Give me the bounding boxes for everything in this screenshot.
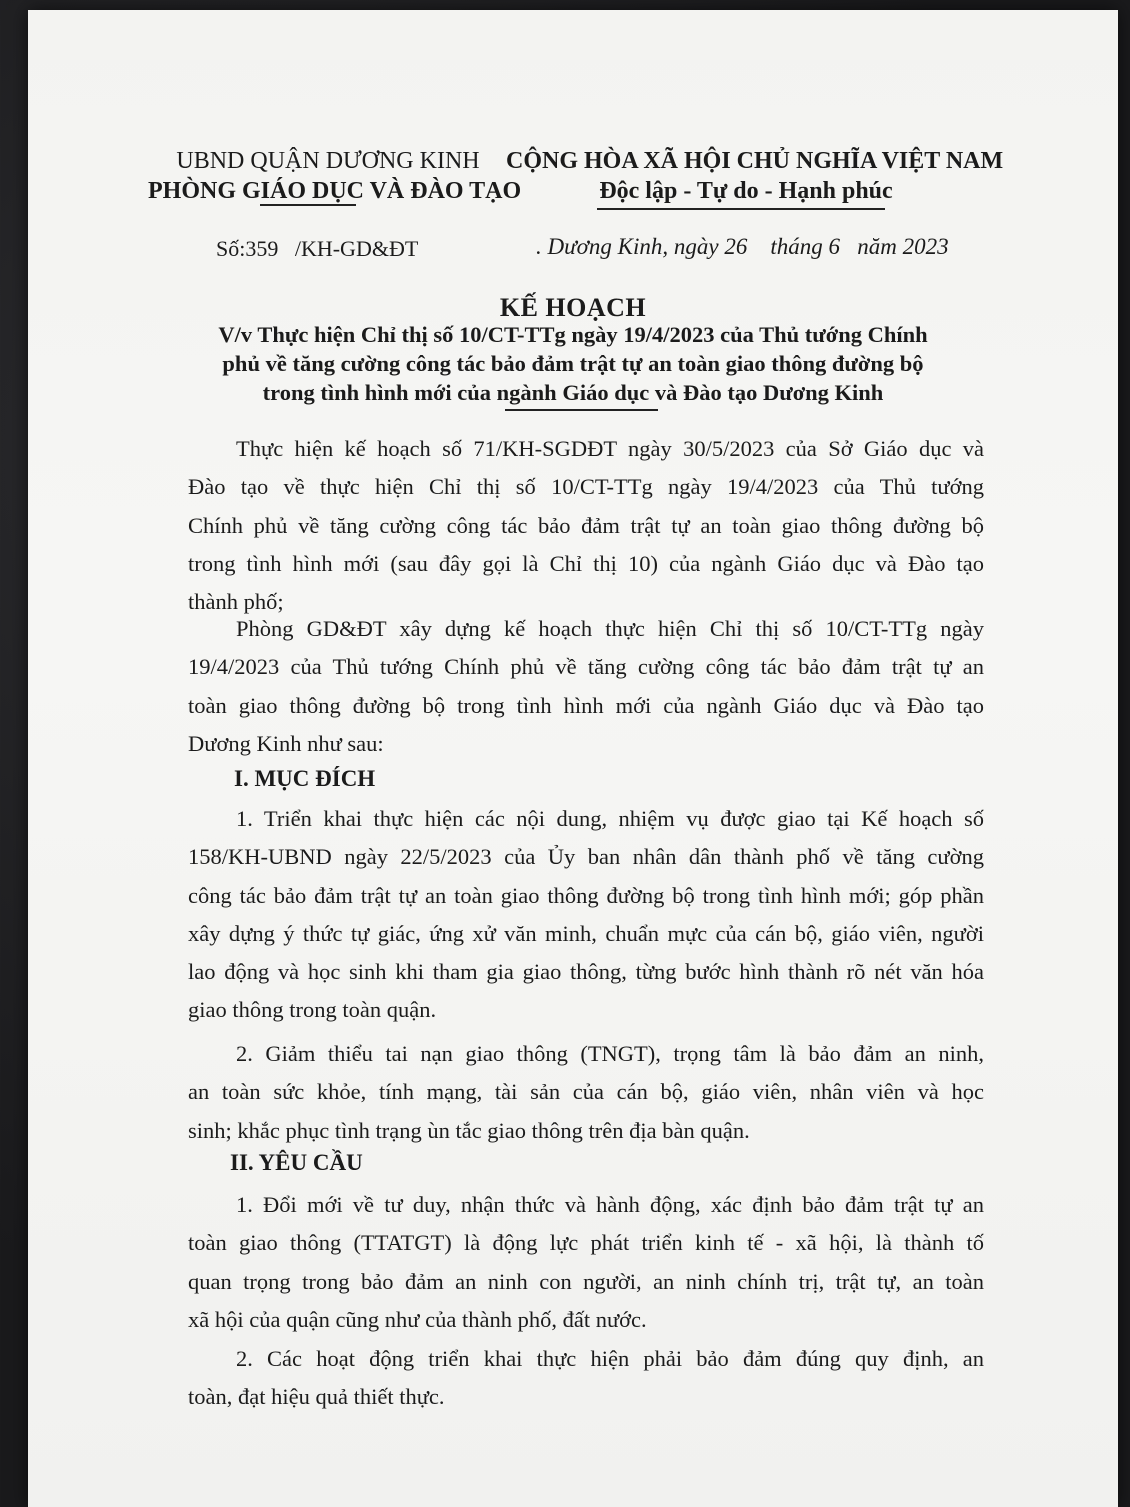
- motto-underline: [597, 208, 885, 210]
- nation-line-2: Độc lập - Tự do - Hạnh phúc: [599, 178, 893, 204]
- place-and-date: . Dương Kinh, ngày 26 tháng 6 năm 2023: [536, 234, 949, 259]
- text-line: lao động và học sinh khi tham gia giao thông, từng bước hình thành rõ nét văn hóa: [188, 959, 984, 985]
- text-line: an toàn sức khỏe, tính mạng, tài sản của cán bộ, giáo viên, nhân viên và học: [188, 1079, 984, 1105]
- org-line-1: UBND QUẬN DƯƠNG KINH: [176, 148, 480, 174]
- issuing-organization: [148, 146, 522, 206]
- text-line: 19/4/2023 của Thủ tướng Chính phủ về tăng cường công tác bảo đảm trật tự an: [188, 654, 984, 680]
- org-underline: [260, 204, 356, 206]
- text-line: xây dựng ý thức tự giác, ứng xử văn minh, chuẩn mực của cán bộ, giáo viên, người: [188, 920, 984, 946]
- text-line: giao thông trong toàn quận.: [188, 997, 437, 1023]
- document-number: Số:359 /KH-GD&ĐT: [216, 236, 419, 261]
- text-line: xã hội của quận cũng như của thành phố, đất nước.: [188, 1306, 647, 1332]
- text-line: toàn giao thông đường bộ trong tình hình mới của ngành Giáo dục và Đào tạo: [188, 692, 984, 718]
- text-line: công tác bảo đảm trật tự an toàn giao thông đường bộ trong tình hình mới; góp phần: [188, 882, 984, 908]
- subject-line: trong tình hình mới của ngành Giáo dục và Đào tạo Dương Kinh: [262, 380, 884, 405]
- national-motto: [506, 146, 1004, 206]
- text-line: trong tình hình mới (sau đây gọi là Chỉ thị 10) của ngành Giáo dục và Đào tạo: [188, 550, 984, 576]
- org-line-2: PHÒNG GIÁO DỤC VÀ ĐÀO TẠO: [148, 178, 522, 204]
- text-line: 2. Các hoạt động triển khai thực hiện phải bảo đảm đúng quy định, an: [236, 1346, 984, 1371]
- text-line: Chính phủ về tăng cường công tác bảo đảm trật tự an toàn giao thông đường bộ: [188, 512, 984, 538]
- text-line: sinh; khắc phục tình trạng ùn tắc giao thông trên địa bàn quận.: [188, 1117, 750, 1143]
- text-line: 1. Triển khai thực hiện các nội dung, nhiệm vụ được giao tại Kế hoạch số: [236, 806, 984, 831]
- text-line: thành phố;: [188, 589, 284, 615]
- text-line: quan trọng trong bảo đảm an ninh con người, an ninh chính trị, trật tự, an toàn: [188, 1268, 984, 1294]
- document-subject: [28, 320, 1118, 407]
- text-line: 1. Đổi mới về tư duy, nhận thức và hành động, xác định bảo đảm trật tự an: [236, 1192, 984, 1217]
- requirement-item-2: [188, 1340, 984, 1417]
- text-line: toàn giao thông (TTATGT) là động lực phát triển kinh tế - xã hội, là thành tố: [188, 1230, 984, 1256]
- paragraph-intro-1: [188, 430, 984, 621]
- subject-underline: [505, 409, 658, 411]
- text-line: Đào tạo về thực hiện Chỉ thị số 10/CT-TTg ngày 19/4/2023 của Thủ tướng: [188, 474, 984, 500]
- subject-line: phủ về tăng cường công tác bảo đảm trật tự an toàn giao thông đường bộ: [222, 351, 924, 376]
- text-line: toàn, đạt hiệu quả thiết thực.: [188, 1384, 445, 1410]
- text-line: Phòng GD&ĐT xây dựng kế hoạch thực hiện Chỉ thị số 10/CT-TTg ngày: [236, 616, 984, 641]
- purpose-item-1: [188, 800, 984, 1030]
- nation-line-1: CỘNG HÒA XÃ HỘI CHỦ NGHĨA VIỆT NAM: [506, 148, 1004, 174]
- requirement-item-1: [188, 1186, 984, 1339]
- text-line: Thực hiện kế hoạch số 71/KH-SGDĐT ngày 30/5/2023 của Sở Giáo dục và: [236, 436, 984, 461]
- subject-line: V/v Thực hiện Chỉ thị số 10/CT-TTg ngày 19/4/2023 của Thủ tướng Chính: [218, 322, 928, 347]
- section-heading-requirements: II. YÊU CẦU: [230, 1150, 363, 1175]
- text-line: Dương Kinh như sau:: [188, 730, 384, 756]
- text-line: 158/KH-UBND ngày 22/5/2023 của Ủy ban nhân dân thành phố về tăng cường: [188, 844, 984, 870]
- paragraph-intro-2: [188, 610, 984, 763]
- document-title: KẾ HOẠCH: [499, 293, 647, 322]
- text-line: 2. Giảm thiểu tai nạn giao thông (TNGT), trọng tâm là bảo đảm an ninh,: [236, 1041, 984, 1066]
- document-page: [28, 10, 1118, 1507]
- purpose-item-2: [188, 1035, 984, 1150]
- section-heading-purpose: I. MỤC ĐÍCH: [234, 766, 376, 791]
